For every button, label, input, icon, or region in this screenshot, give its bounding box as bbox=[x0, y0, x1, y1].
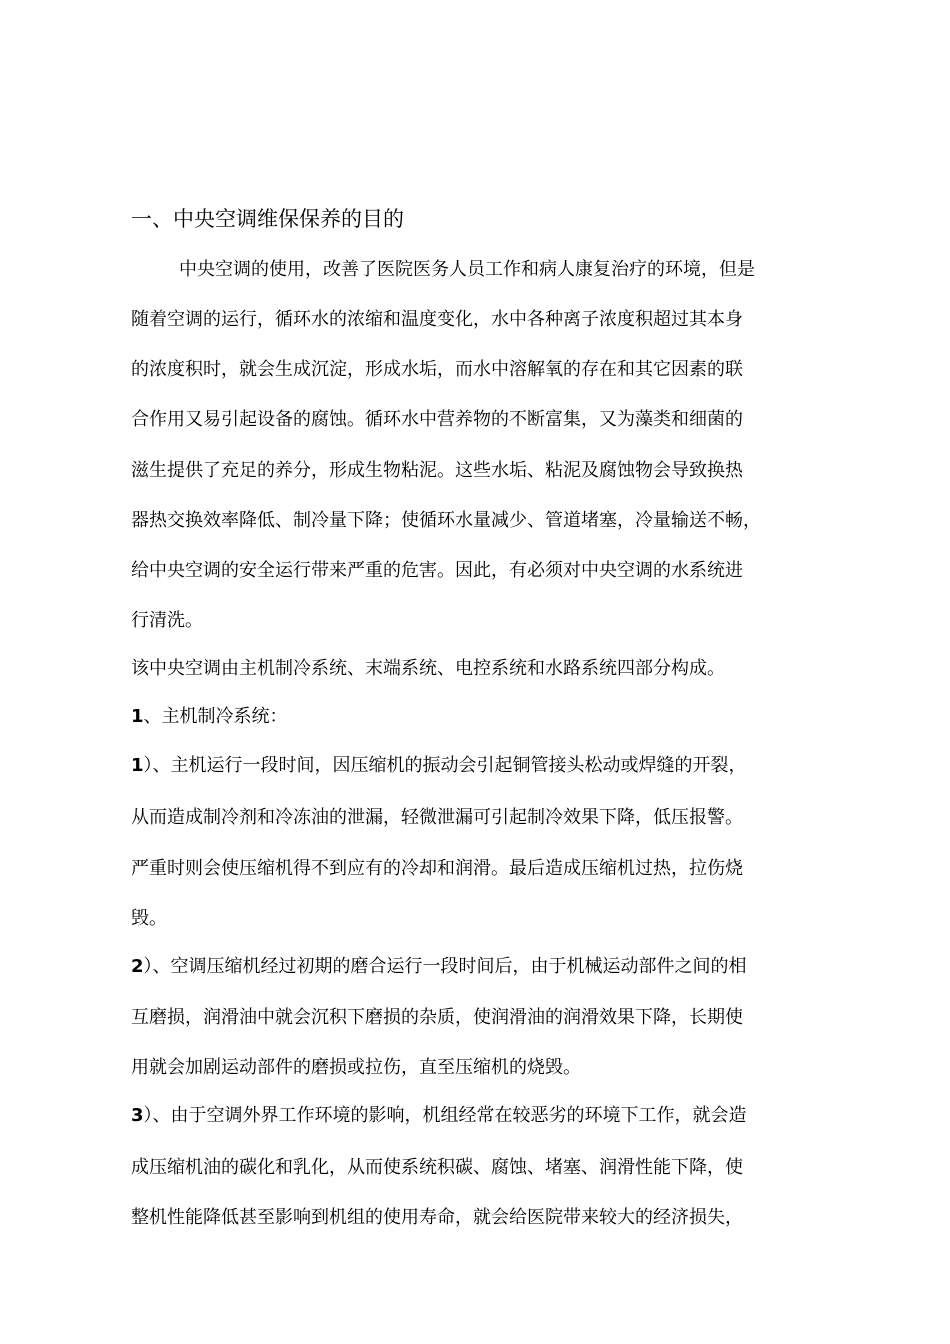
composition-line: 该中央空调由主机制冷系统、末端系统、电控系统和水路系统四部分构成。 bbox=[131, 658, 725, 679]
list-item-line bbox=[131, 1100, 747, 1132]
subsection-heading bbox=[131, 701, 288, 733]
list-item-number: 3 bbox=[131, 1105, 144, 1126]
list-item-line: 用就会加剧运动部件的磨损或拉伤，直至压缩机的烧毁。 bbox=[131, 1057, 581, 1078]
intro-line: 器热交换效率降低、制冷量下降；使循环水量减少、管道堵塞，冷量输送不畅， bbox=[131, 510, 761, 531]
list-item-line: 成压缩机油的碳化和乳化，从而使系统积碳、腐蚀、堵塞、润滑性能下降，使 bbox=[131, 1157, 743, 1178]
intro-line: 行清洗。 bbox=[131, 610, 203, 631]
list-item-line bbox=[131, 951, 747, 983]
list-item-text: ）、主机运行一段时间，因压缩机的振动会引起铜管接头松动或焊缝的开裂， bbox=[143, 755, 747, 776]
intro-line: 给中央空调的安全运行带来严重的危害。因此，有必须对中央空调的水系统进 bbox=[131, 560, 743, 581]
list-item-line: 毁。 bbox=[131, 908, 167, 929]
subsection-number: 1 bbox=[131, 706, 144, 727]
subsection-title: 、主机制冷系统： bbox=[143, 706, 288, 727]
intro-line: 中央空调的使用，改善了医院医务人员工作和病人康复治疗的环境，但是 bbox=[179, 259, 755, 280]
intro-line: 合作用又易引起设备的腐蚀。循环水中营养物的不断富集，又为藻类和细菌的 bbox=[131, 409, 743, 430]
intro-line: 随着空调的运行，循环水的浓缩和温度变化，水中各种离子浓度积超过其本身 bbox=[131, 309, 743, 330]
intro-line: 滋生提供了充足的养分，形成生物粘泥。这些水垢、粘泥及腐蚀物会导致换热 bbox=[131, 460, 743, 481]
list-item-number: 1 bbox=[131, 755, 144, 776]
list-item-text: ）、空调压缩机经过初期的磨合运行一段时间后，由于机械运动部件之间的相 bbox=[143, 956, 747, 977]
list-item-line: 整机性能降低甚至影响到机组的使用寿命，就会给医院带来较大的经济损失， bbox=[131, 1207, 743, 1228]
list-item-number: 2 bbox=[131, 956, 144, 977]
section-heading: 一、中央空调维保保养的目的 bbox=[131, 207, 404, 231]
list-item-text: ）、由于空调外界工作环境的影响，机组经常在较恶劣的环境下工作，就会造 bbox=[143, 1105, 747, 1126]
list-item-line bbox=[131, 750, 747, 782]
list-item-line: 严重时则会使压缩机得不到应有的冷却和润滑。最后造成压缩机过热，拉伤烧 bbox=[131, 858, 743, 879]
list-item-line: 互磨损，润滑油中就会沉积下磨损的杂质，使润滑油的润滑效果下降，长期使 bbox=[131, 1007, 743, 1028]
intro-line: 的浓度积时，就会生成沉淀，形成水垢，而水中溶解氧的存在和其它因素的联 bbox=[131, 359, 743, 380]
list-item-line: 从而造成制冷剂和冷冻油的泄漏，轻微泄漏可引起制冷效果下降，低压报警。 bbox=[131, 807, 743, 828]
